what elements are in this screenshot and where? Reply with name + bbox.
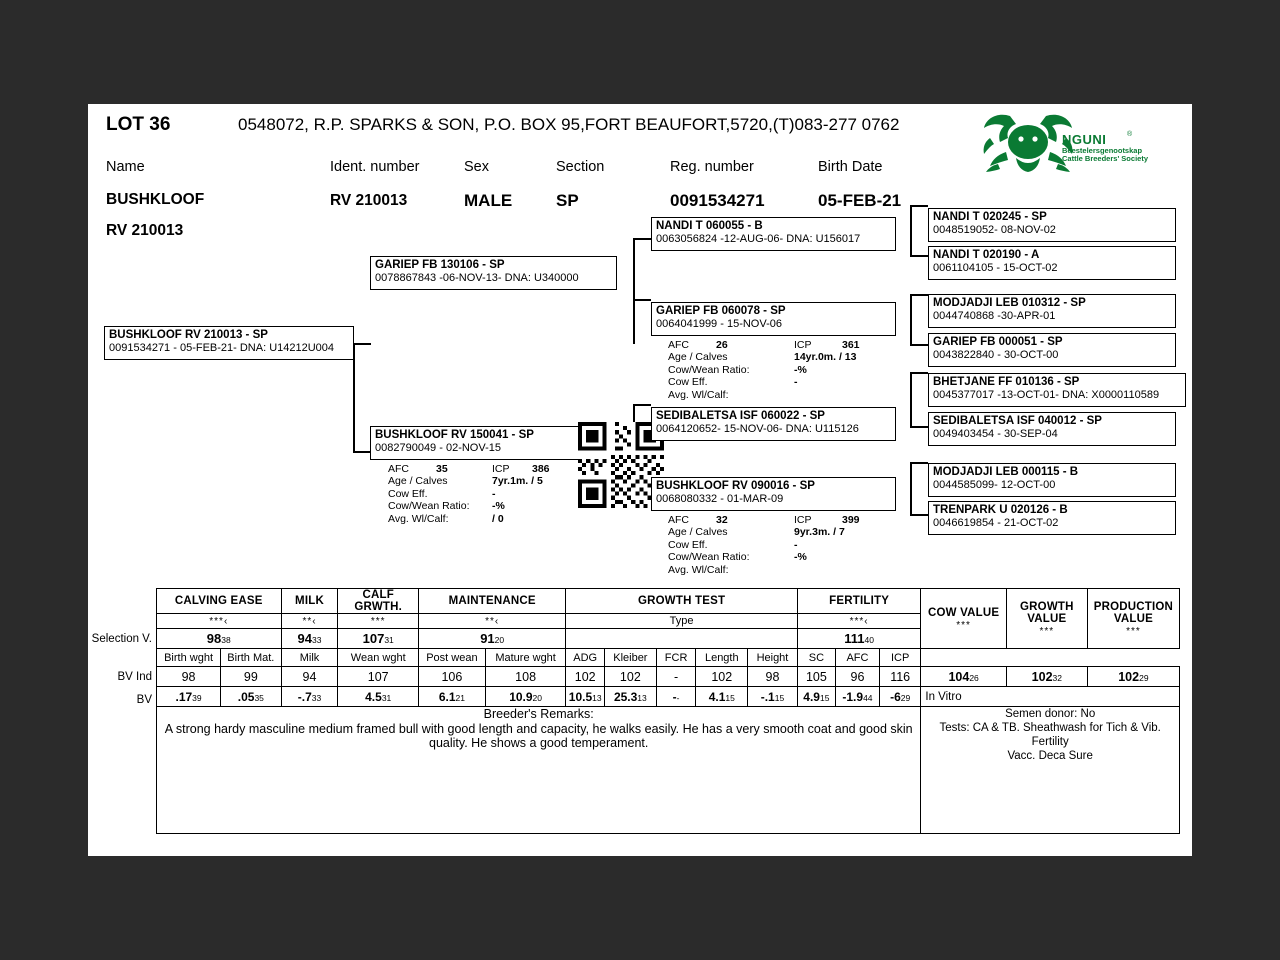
ped-sire-sub: 0078867843 -06-NOV-13- DNA: U340000 [375, 272, 579, 284]
siredam-afc-value: 26 [716, 339, 728, 351]
sel-calving-ease-acc: 38 [221, 635, 231, 645]
ped-gen4-3-name: GARIEP FB 000051 - SP [933, 336, 1063, 348]
ped-dam-dam-sub: 0068080332 - 01-MAR-09 [656, 493, 784, 505]
ped-box-gen4-3 [928, 333, 1176, 367]
pedigree-certificate-page [88, 104, 1192, 856]
table-row-bv [157, 687, 1180, 707]
siredam-coweff-label: Cow Eff. [668, 376, 708, 389]
bv-mature-wght: 10.9 [509, 689, 533, 704]
damdam-icp-value: 399 [842, 514, 860, 526]
value-name-line1: BUSHKLOOF [106, 191, 205, 208]
logo-brand: NGUNI [1062, 132, 1107, 147]
siredam-afc-label: AFC [668, 339, 689, 351]
colhdr-birth-wght: Birth wght [157, 649, 221, 667]
dam-cowwean-value: -% [492, 500, 505, 513]
bv-adg: 10.5 [568, 689, 593, 704]
bv-kleiber: 25.3 [613, 689, 638, 704]
col-cow-value: COW VALUE [928, 606, 1000, 619]
bv-birth-mat: .05 [237, 689, 255, 704]
siredam-icp-label: ICP [794, 339, 812, 351]
bvind-afc: 96 [835, 667, 879, 687]
colhdr-sc: SC [797, 649, 835, 667]
ped-gen4-7-name: TRENPARK U 020126 - B [933, 504, 1068, 516]
ped-box-sire [370, 256, 617, 290]
ped-dam-name: BUSHKLOOF RV 150041 - SP [375, 429, 534, 441]
damdam-afc-value: 32 [716, 514, 728, 526]
stars-calving-ease: ***‹ [209, 616, 229, 627]
connector [910, 255, 928, 257]
siredam-cowwean-label: Cow/Wean Ratio: [668, 363, 750, 376]
growth-test-type-label: Type [669, 615, 694, 627]
label-reg: Reg. number [670, 159, 754, 175]
stars-calf-growth: *** [370, 616, 386, 627]
bv-birth-mat-acc: 35 [254, 692, 264, 703]
connector [633, 238, 635, 344]
ped-sire-dam-name: GARIEP FB 060078 - SP [656, 305, 786, 317]
bv-height-acc: 15 [774, 692, 785, 703]
connector [353, 343, 371, 345]
label-name: Name [106, 159, 145, 175]
connector [633, 404, 651, 406]
connector [910, 294, 928, 296]
ped-gen4-7-sub: 0046619854 - 21-OCT-02 [933, 517, 1059, 529]
bvind-height: 98 [748, 667, 798, 687]
bv-mature-wght-acc: 20 [532, 692, 543, 703]
group-calf-growth: CALF GRWTH. [354, 589, 403, 613]
bvind-birth-wght: 98 [157, 667, 221, 687]
bv-sc-acc: 15 [819, 692, 830, 703]
connector [910, 462, 928, 464]
dam-agecalves-value: 7yr.1m. / 5 [492, 475, 543, 488]
damdam-coweff-label: Cow Eff. [668, 538, 708, 551]
sel-milk: 94 [297, 631, 312, 646]
col-production-value: PRODUCTION VALUE [1093, 600, 1174, 625]
ped-gen4-0-name: NANDI T 020245 - SP [933, 211, 1047, 223]
semen-donor: Semen donor: No [1005, 708, 1096, 720]
ped-gen4-0-sub: 0048519052- 08-NOV-02 [933, 224, 1056, 236]
dam-icp-label: ICP [492, 463, 510, 475]
sel-maintenance: 91 [480, 631, 495, 646]
logo-line2: Beestelersgenootskap [1062, 146, 1143, 155]
table-row-bv-ind [157, 667, 1180, 687]
ped-gen4-5-name: SEDIBALETSA ISF 040012 - SP [933, 415, 1102, 427]
dam-afc-label: AFC [388, 463, 409, 475]
ped-dam-sire-name: SEDIBALETSA ISF 060022 - SP [656, 410, 825, 422]
siredam-avgwl-label: Avg. Wl/Calf: [668, 388, 729, 401]
ped-gen4-4-name: BHETJANE FF 010136 - SP [933, 376, 1080, 388]
in-vitro-note: In Vitro [921, 687, 1180, 707]
ped-self-name: BUSHKLOOF RV 210013 - SP [109, 329, 268, 341]
semen-info-cell [921, 707, 1180, 834]
bvind-wean-wght: 107 [338, 667, 419, 687]
bv-kleiber-acc: 13 [637, 692, 647, 703]
breeders-remarks-cell [157, 707, 921, 834]
damdam-afc-label: AFC [668, 514, 689, 526]
remarks-body: A strong hardy masculine medium framed bull with good length and capacity, he walks easily. He has a very smooth coat and good skin quality. He shows a good temperament. [164, 721, 913, 750]
ped-dam-dam-stats [668, 514, 918, 576]
ped-gen4-1-name: NANDI T 020190 - A [933, 249, 1040, 261]
logo-line3: Cattle Breeders' Society [1062, 154, 1148, 163]
logo-registered-mark: ® [1127, 131, 1133, 138]
damdam-agecalves-value: 9yr.3m. / 7 [794, 526, 845, 539]
connector [910, 462, 912, 516]
sel-calf-growth-acc: 31 [384, 635, 394, 645]
bv-birth-wght-acc: 39 [192, 692, 202, 703]
bv-fcr: - [672, 689, 677, 704]
col-production-value-stars: *** [1126, 625, 1141, 637]
dam-cowwean-label: Cow/Wean Ratio: [388, 500, 470, 513]
dam-coweff-label: Cow Eff. [388, 487, 428, 500]
damdam-agecalves-label: Age / Calves [668, 526, 728, 539]
ped-box-gen4-5 [928, 412, 1176, 446]
value-ident: RV 210013 [330, 192, 408, 209]
ped-box-gen4-6 [928, 463, 1176, 497]
bv-birth-wght: .17 [175, 689, 193, 704]
ped-dam-dam-name: BUSHKLOOF RV 090016 - SP [656, 480, 815, 492]
ped-gen4-4-sub: 0045377017 -13-OCT-01- DNA: X0000110589 [933, 389, 1160, 401]
colhdr-milk: Milk [281, 649, 338, 667]
colhdr-post-wean: Post wean [418, 649, 485, 667]
consignor-line: 0548072, R.P. SPARKS & SON, P.O. BOX 95,FORT BEAUFORT,5720,(T)083-277 0762 [238, 115, 900, 134]
bvind-sc: 105 [797, 667, 835, 687]
siredam-cowwean-value: -% [794, 363, 807, 376]
bvind-mature-wght: 108 [485, 667, 566, 687]
ped-gen4-6-sub: 0044585099- 12-OCT-00 [933, 479, 1056, 491]
value-reg: 0091534271 [670, 191, 765, 210]
siredam-agecalves-value: 14yr.0m. / 13 [794, 351, 857, 364]
ped-gen4-6-name: MODJADJI LEB 000115 - B [933, 466, 1079, 478]
bv-height: -.1 [760, 689, 775, 704]
connector [910, 205, 912, 257]
ped-box-sire-dam [651, 302, 896, 336]
bv-milk: -.7 [297, 689, 312, 704]
ped-gen4-3-sub: 0043822840 - 30-OCT-00 [933, 349, 1059, 361]
label-ident: Ident. number [330, 159, 420, 175]
ped-gen4-1-sub: 0061104105 - 15-OCT-02 [933, 262, 1058, 274]
connector [910, 426, 928, 428]
group-growth-test: GROWTH TEST [638, 595, 726, 607]
bv-length-acc: 15 [725, 692, 735, 703]
row-label-bvind: BV Ind [117, 671, 152, 683]
production-value-acc: 29 [1139, 672, 1149, 683]
bv-length: 4.1 [708, 689, 726, 704]
evaluation-table [156, 588, 1180, 834]
production-value-number: 102 [1118, 669, 1140, 684]
colhdr-kleiber: Kleiber [605, 649, 657, 667]
col-cow-value-stars: *** [956, 619, 971, 631]
sel-fertility: 111 [844, 631, 865, 646]
bv-milk-acc: 33 [311, 692, 322, 703]
row-label-selection: Selection V. [91, 633, 152, 645]
bvind-icp: 116 [879, 667, 920, 687]
table-row-remarks [157, 707, 1180, 834]
bvind-post-wean: 106 [418, 667, 485, 687]
ped-box-sire-sire [651, 217, 896, 251]
nguni-society-logo [976, 108, 1176, 180]
colhdr-birth-mat: Birth Mat. [221, 649, 281, 667]
bv-fcr-acc: - [676, 692, 680, 703]
bv-icp-acc: 29 [900, 692, 911, 703]
ped-sire-dam-sub: 0064041999 - 15-NOV-06 [656, 318, 782, 330]
ped-box-gen4-2 [928, 294, 1176, 328]
table-row-column-headers [157, 649, 1180, 667]
bvind-kleiber: 102 [605, 667, 657, 687]
connector [910, 205, 928, 207]
siredam-icp-value: 361 [842, 339, 860, 351]
ped-box-gen4-7 [928, 501, 1176, 535]
semen-tests: Tests: CA & TB. Sheathwash for Tich & Vib. [939, 722, 1161, 734]
dam-coweff-value: - [492, 487, 496, 500]
col-growth-value: GROWTH VALUE [1020, 600, 1074, 625]
stars-milk: **‹ [302, 616, 317, 627]
damdam-cowwean-label: Cow/Wean Ratio: [668, 551, 750, 564]
ped-box-self [104, 326, 354, 360]
dam-afc-value: 35 [436, 463, 448, 475]
value-sex: MALE [464, 191, 513, 210]
dam-icp-value: 386 [532, 463, 550, 475]
ped-box-gen4-4 [928, 373, 1186, 407]
ped-box-dam-sire [651, 407, 896, 441]
ped-gen4-5-sub: 0049403454 - 30-SEP-04 [933, 428, 1058, 440]
value-name-line2: RV 210013 [106, 222, 184, 239]
bvind-milk: 94 [281, 667, 338, 687]
row-label-bv: BV [136, 694, 152, 706]
bv-adg-acc: 13 [592, 692, 602, 703]
ped-box-dam-dam [651, 477, 896, 511]
ped-gen4-2-sub: 0044740868 -30-APR-01 [933, 310, 1056, 322]
group-milk: MILK [295, 595, 324, 607]
ped-box-gen4-1 [928, 246, 1176, 280]
bv-post-wean: 6.1 [438, 689, 456, 704]
colhdr-mature-wght: Mature wght [485, 649, 566, 667]
ped-dam-sire-sub: 0064120652- 15-NOV-06- DNA: U115126 [656, 423, 859, 435]
label-section: Section [556, 159, 605, 175]
ped-sire-sire-name: NANDI T 060055 - B [656, 220, 763, 232]
colhdr-afc: AFC [835, 649, 879, 667]
stars-fertility: ***‹ [849, 616, 869, 627]
damdam-icp-label: ICP [794, 514, 812, 526]
bvind-fcr: - [656, 667, 696, 687]
siredam-coweff-value: - [794, 376, 798, 389]
ped-sire-sire-sub: 0063056824 -12-AUG-06- DNA: U156017 [656, 233, 861, 245]
group-maintenance: MAINTENANCE [448, 595, 536, 607]
cow-value-acc: 26 [969, 672, 979, 683]
label-birth: Birth Date [818, 159, 883, 175]
label-sex: Sex [464, 159, 489, 175]
sel-maintenance-acc: 20 [494, 635, 505, 645]
value-section: SP [556, 191, 579, 210]
group-fertility: FERTILITY [829, 595, 890, 607]
growth-value-number: 102 [1031, 669, 1053, 684]
ped-sire-name: GARIEP FB 130106 - SP [375, 259, 505, 271]
bvind-length: 102 [696, 667, 748, 687]
colhdr-adg: ADG [566, 649, 605, 667]
lot-title: LOT 36 [106, 114, 171, 135]
siredam-agecalves-label: Age / Calves [668, 351, 728, 364]
sel-milk-acc: 33 [312, 635, 322, 645]
ped-dam-sub: 0082790049 - 02-NOV-15 [375, 442, 501, 454]
group-calving-ease: CALVING EASE [174, 595, 263, 607]
dam-avgwl-value: / 0 [492, 512, 504, 525]
colhdr-length: Length [696, 649, 748, 667]
connector [633, 299, 651, 301]
colhdr-height: Height [748, 649, 798, 667]
remarks-title: Breeder's Remarks: [483, 707, 594, 721]
colhdr-wean-wght: Wean wght [338, 649, 419, 667]
ped-box-gen4-0 [928, 208, 1176, 242]
connector [633, 238, 651, 240]
sel-calving-ease: 98 [206, 631, 222, 646]
value-birth: 05-FEB-21 [818, 191, 902, 210]
ped-self-sub: 0091534271 - 05-FEB-21- DNA: U14212U004 [109, 342, 335, 354]
damdam-cowwean-value: -% [794, 551, 807, 564]
bv-wean-wght: 4.5 [365, 689, 382, 704]
bv-sc: 4.9 [803, 689, 820, 704]
connector [353, 451, 371, 453]
semen-fertility: Fertility [1031, 736, 1069, 748]
bv-post-wean-acc: 21 [455, 692, 465, 703]
col-growth-value-stars: *** [1039, 625, 1055, 637]
ped-gen4-2-name: MODJADJI LEB 010312 - SP [933, 297, 1086, 309]
bv-icp: -6 [890, 689, 901, 704]
colhdr-icp: ICP [879, 649, 920, 667]
sel-calf-growth: 107 [362, 631, 385, 646]
bv-afc: -1.9 [842, 689, 864, 704]
cow-value-number: 104 [948, 669, 970, 684]
growth-value-acc: 32 [1052, 672, 1062, 683]
colhdr-fcr: FCR [656, 649, 696, 667]
sel-fertility-acc: 40 [864, 635, 874, 645]
dam-agecalves-label: Age / Calves [388, 475, 448, 488]
damdam-avgwl-label: Avg. Wl/Calf: [668, 563, 729, 576]
bvind-birth-mat: 99 [221, 667, 281, 687]
semen-vacc: Vacc. Deca Sure [1007, 750, 1093, 762]
stars-maintenance: **‹ [485, 616, 500, 627]
table-row-group-headers [157, 589, 1180, 614]
damdam-coweff-value: - [794, 538, 798, 551]
bv-wean-wght-acc: 31 [381, 692, 392, 703]
dam-avgwl-label: Avg. Wl/Calf: [388, 512, 449, 525]
bv-afc-acc: 44 [863, 692, 873, 703]
ped-sire-dam-stats [668, 339, 918, 401]
bvind-adg: 102 [566, 667, 605, 687]
